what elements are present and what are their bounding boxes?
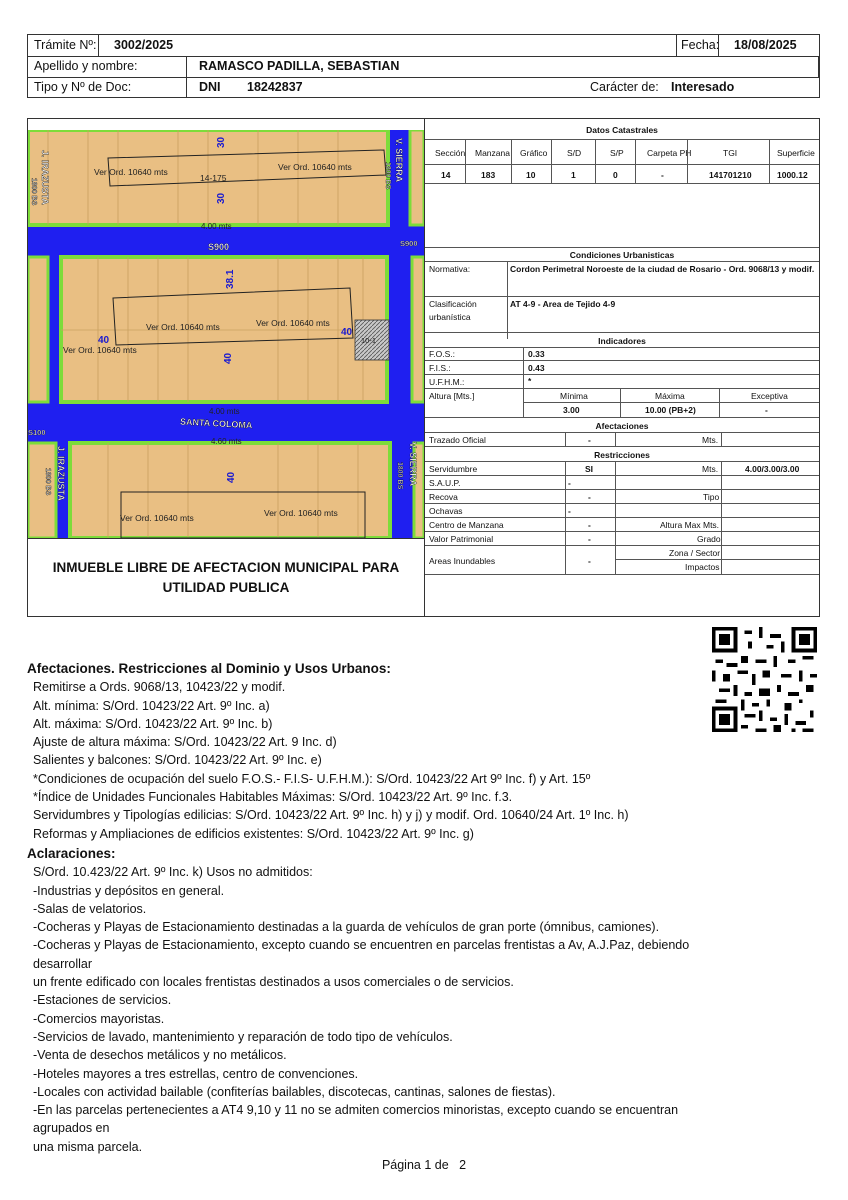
trazado-value: -: [588, 435, 591, 445]
catastro-title: Datos Catastrales: [586, 125, 658, 135]
map-ver-ord-1: Ver Ord. 10640 mts: [94, 167, 168, 177]
map-parcel-top: 14-175: [200, 173, 227, 183]
header-table: [27, 34, 820, 98]
map-street-top-right: S900: [400, 239, 418, 248]
map-street-right-mid: V. SIERRA: [408, 442, 418, 487]
condiciones-title: Condiciones Urbanisticas: [569, 250, 675, 260]
map-street-mid: SANTA COLOMA: [179, 416, 253, 431]
aclaraciones-heading: Aclaraciones:: [27, 845, 116, 861]
grado-label: Grado: [697, 534, 721, 544]
maxima-label: Máxima: [655, 391, 685, 401]
aclaracion-line: un frente edificado con locales frentistas destinados a usos comerciales o de servicios.: [33, 975, 514, 990]
header-row-nombre: [28, 56, 819, 78]
fecha-value: 18/08/2025: [734, 38, 797, 52]
cat-h-superficie: Superficie: [777, 148, 815, 158]
recova-label: Recova: [429, 492, 458, 502]
valor-label: Valor Patrimonial: [429, 534, 494, 544]
map-num-40b: 40: [341, 327, 353, 338]
valor-value: -: [588, 534, 591, 544]
aclaracion-line: -Industrias y depósitos en general.: [33, 883, 225, 898]
normativa-value: Cordon Perimetral Noroeste de la ciudad de Rosario - Ord. 9068/13 y modif.: [510, 264, 815, 274]
altura-label: Altura [Mts.]: [429, 391, 475, 401]
afect-line: Ajuste de altura máxima: S/Ord. 10423/22 Art. 9 Inc. d): [33, 735, 337, 750]
map-num-30b: 30: [216, 192, 227, 204]
restricciones-title: Restricciones: [594, 450, 650, 460]
map-street-left-top: J. IRAZUSTA: [40, 150, 50, 205]
fos-value: 0.33: [528, 349, 545, 359]
afect-line: Alt. mínima: S/Ord. 10423/22 Art. 9º Inc. a): [33, 698, 270, 713]
tramite-label: Trámite Nº:: [34, 38, 97, 52]
tipo-label: Tipo: [703, 492, 720, 502]
excepcion-label: Exceptiva: [751, 391, 788, 401]
ochavas-label: Ochavas: [429, 506, 463, 516]
aclaracion-line: -Comercios mayoristas.: [33, 1011, 165, 1026]
map-note: INMUEBLE LIBRE DE AFECTACION MUNICIPAL PARA UTILIDAD PUBLICA: [28, 538, 424, 616]
aclaracion-line: -Hoteles mayores a tres estrellas, centro de convenciones.: [33, 1066, 359, 1081]
map-dist-mid2: 4.60 mts: [211, 437, 242, 446]
cat-v-tgi: 141701210: [709, 170, 752, 180]
nombre-label: Apellido y nombre:: [34, 59, 138, 73]
tramite-value: 3002/2025: [114, 38, 174, 52]
impactos-label: Impactos: [685, 562, 720, 572]
recova-value: -: [588, 492, 591, 502]
aclaracion-line: una misma parcela.: [33, 1139, 143, 1154]
cat-h-seccion: Sección: [435, 148, 466, 158]
map-parcel-mid: 10-1: [361, 336, 377, 345]
map-street-top: S900: [208, 242, 230, 252]
clasificacion-label-2: urbanística: [429, 312, 471, 322]
centro-value: -: [588, 520, 591, 530]
afect-line: Remitirse a Ords. 9068/13, 10423/22 y modif.: [33, 680, 286, 695]
minima-label: Mínima: [560, 391, 588, 401]
trazado-label: Trazado Oficial: [429, 435, 486, 445]
saup-value: -: [568, 478, 571, 488]
fecha-label: Fecha:: [681, 38, 720, 52]
cat-v-superficie: 1000.12: [777, 170, 808, 180]
map-ver-ord-3: Ver Ord. 10640 mts: [146, 322, 220, 332]
map-ver-ord-7: Ver Ord. 10640 mts: [264, 508, 338, 518]
restrictions-text: [27, 660, 727, 1156]
ochavas-value: -: [568, 506, 571, 516]
servidumbre-mts-label: Mts.: [702, 464, 719, 474]
fos-label: F.O.S.:: [429, 349, 455, 359]
cat-h-sp: S/P: [610, 148, 624, 158]
afectaciones-title: Afectaciones: [595, 421, 649, 431]
doc-number: 18242837: [247, 80, 303, 94]
maxima-value: 10.00 (PB+2): [645, 405, 696, 415]
inundables-label: Areas Inundables: [429, 556, 496, 566]
cat-h-manzana: Manzana: [475, 148, 510, 158]
map-street-right-mid-num: 1800 BS: [396, 462, 403, 490]
header-row-doc: [28, 77, 819, 98]
caracter-value: Interesado: [671, 80, 735, 94]
map-num-40d: 40: [226, 471, 237, 483]
qr-code: [712, 627, 817, 732]
map-street-right-top: V. SIERRA: [394, 138, 404, 183]
altura-max-label: Altura Max Mts.: [660, 520, 720, 530]
servidumbre-value: SI: [585, 464, 594, 474]
aclaracion-line: -Estaciones de servicios.: [33, 993, 172, 1008]
trazado-mts: Mts.: [702, 435, 719, 445]
map-num-38: 38.1: [225, 269, 236, 289]
fis-value: 0.43: [528, 363, 545, 373]
indicadores-title: Indicadores: [598, 336, 646, 346]
afect-line: *Condiciones de ocupación del suelo F.O.S.- F.I.S- U.F.H.M.): S/Ord. 10423/22 Art 9º Inc. f) y Art. 15º: [33, 771, 591, 786]
aclaracion-line: -En las parcelas pertenecientes a AT4 9,10 y 11 no se admiten comercios minoristas, excepto cuando se encuentran agrupados en: [33, 1103, 679, 1136]
fis-label: F.I.S.:: [429, 363, 451, 373]
aclaracion-line: S/Ord. 10.423/22 Art. 9º Inc. k) Usos no admitidos:: [33, 865, 313, 880]
map-num-40a: 40: [98, 335, 110, 346]
servidumbre-label: Servidumbre: [429, 464, 478, 474]
map-ver-ord-2: Ver Ord. 10640 mts: [278, 162, 352, 172]
nombre-value: RAMASCO PADILLA, SEBASTIAN: [199, 59, 400, 73]
servidumbre-mts-value: 4.00/3.00/3.00: [745, 464, 800, 474]
ufhm-label: U.F.H.M.:: [429, 377, 465, 387]
afectaciones-heading: Afectaciones. Restricciones al Dominio y Usos Urbanos:: [27, 661, 391, 676]
aclaracion-line: -Cocheras y Playas de Estacionamiento destinadas a la guarda de vehículos de gran porte (ómnibus, camiones).: [33, 920, 660, 935]
map-dist-mid: 4.00 mts: [209, 407, 240, 416]
cat-v-seccion: 14: [441, 170, 451, 180]
aclaracion-line: -Locales con actividad bailable (confiterías bailables, discotecas, cantinas, salones de fiestas).: [33, 1084, 556, 1099]
afect-line: Reformas y Ampliaciones de edificios existentes: S/Ord. 10423/22 Art. 9º Inc. g): [33, 826, 474, 841]
cat-v-carpeta: -: [661, 170, 664, 180]
afect-line: *Índice de Unidades Funcionales Habitables Máximas: S/Ord. 10423/22 Art. 9º Inc. f.3.: [33, 790, 513, 805]
map-ver-ord-4: Ver Ord. 10640 mts: [256, 318, 330, 328]
clasificacion-label-1: Clasificación: [429, 299, 477, 309]
doc-type: DNI: [199, 80, 221, 94]
excepcion-value: -: [765, 405, 768, 415]
map-street-left-mid-num: 1800 BS: [44, 468, 51, 496]
afect-line: Servidumbres y Tipologías edilicias: S/Ord. 10423/22 Art. 9º Inc. h) y j) y modif. Ord. 10640/24 Art. 1º Inc. h): [33, 808, 629, 823]
cat-h-sd: S/D: [567, 148, 582, 158]
aclaracion-line: -Servicios de lavado, mantenimiento y reparación de todo tipo de vehículos.: [33, 1029, 453, 1044]
caracter-label: Carácter de:: [590, 80, 659, 94]
map-ver-ord-6: Ver Ord. 10640 mts: [120, 513, 194, 523]
afect-line: Alt. máxima: S/Ord. 10423/22 Art. 9º Inc. b): [33, 716, 273, 731]
afect-line: Salientes y balcones: S/Ord. 10423/22 Art. 9º Inc. e): [33, 753, 322, 768]
header-row-tramite: [28, 35, 819, 57]
cat-v-sp: 0: [613, 170, 618, 180]
ufhm-value: *: [528, 376, 532, 386]
map-street-left-mid: J. IRAZUSTA: [56, 446, 66, 501]
cat-v-grafico: 10: [526, 170, 536, 180]
normativa-label: Normativa:: [429, 264, 471, 274]
map-num-30a: 30: [216, 136, 227, 148]
cat-h-carpeta: Carpeta PH: [647, 148, 692, 158]
clasificacion-value: AT 4-9 - Area de Tejido 4-9: [510, 299, 616, 309]
map-street-left-top-num: 1800 BS: [30, 178, 37, 206]
aclaracion-line: -Venta de desechos metálicos y no metálicos.: [33, 1048, 287, 1063]
map-street-left-code: S100: [28, 428, 46, 437]
cat-v-sd: 1: [571, 170, 576, 180]
map-street-right-top-num: 1800 BS: [384, 162, 391, 190]
centro-label: Centro de Manzana: [429, 520, 504, 530]
page-number: Página 1 de 2: [381, 1158, 467, 1172]
main-block: [27, 118, 820, 617]
minima-value: 3.00: [563, 405, 580, 415]
map-ver-ord-5: Ver Ord. 10640 mts: [63, 345, 137, 355]
map-num-40c: 40: [223, 352, 234, 364]
doc-label: Tipo y Nº de Doc:: [34, 80, 132, 94]
cat-h-tgi: TGI: [723, 148, 738, 158]
cat-h-grafico: Gráfico: [520, 148, 548, 158]
cadastral-map: [28, 130, 424, 538]
map-dist-top: 4.00 mts: [201, 222, 232, 231]
aclaracion-line: -Cocheras y Playas de Estacionamiento, excepto cuando se encuentren en parcelas frentistas a Av, A.J.Paz, debiendo desarrollar: [33, 938, 690, 971]
aclaracion-line: -Salas de velatorios.: [33, 901, 147, 916]
zona-label: Zona / Sector: [669, 548, 721, 558]
saup-label: S.A.U.P.: [429, 478, 461, 488]
cat-v-manzana: 183: [481, 170, 496, 180]
inundables-value: -: [588, 556, 591, 566]
